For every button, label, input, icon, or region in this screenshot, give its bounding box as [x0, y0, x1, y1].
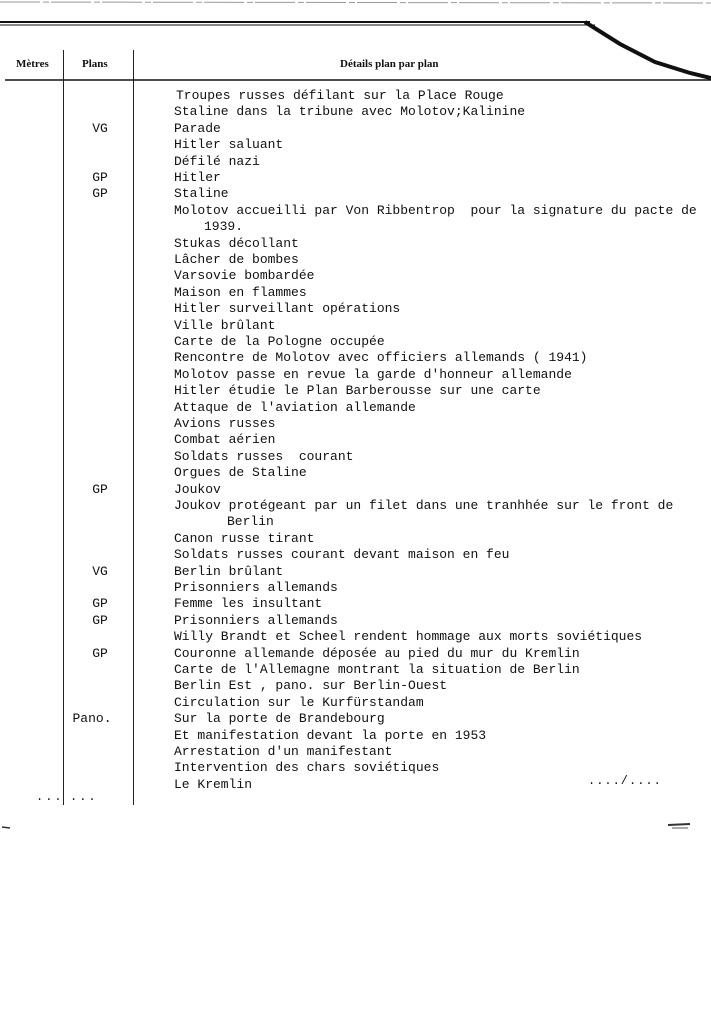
- header-metres: Mètres: [16, 58, 49, 70]
- shot-detail: Arrestation d'un manifestant: [174, 744, 393, 759]
- shot-detail: Le Kremlin: [174, 777, 253, 792]
- shot-detail: Carte de la Pologne occupée: [174, 334, 385, 349]
- shot-detail: Carte de l'Allemagne montrant la situation de Berlin: [174, 662, 580, 677]
- shot-plan: GP: [92, 646, 108, 661]
- shot-detail: Soldats russes courant: [174, 449, 354, 464]
- shot-row: [0, 186, 711, 202]
- shot-detail: Sur la porte de Brandebourg: [174, 711, 385, 726]
- shot-row: [0, 695, 711, 711]
- shot-detail: Joukov protégeant par un filet dans une tranhhée sur le front de: [174, 498, 674, 513]
- shot-detail-continuation: 1939.: [204, 219, 244, 234]
- shot-detail: Lâcher de bombes: [174, 252, 299, 267]
- shot-row: [0, 547, 711, 563]
- shot-row: [0, 236, 711, 252]
- shot-detail: Staline: [174, 186, 229, 201]
- continuation-marker: ..../....: [588, 774, 662, 788]
- shot-plan: GP: [92, 170, 108, 185]
- shot-detail: Rencontre de Molotov avec officiers allemands ( 1941): [174, 350, 588, 365]
- shot-detail: Molotov passe en revue la garde d'honneur allemande: [174, 367, 572, 382]
- shot-row: [0, 629, 711, 645]
- shot-detail: Orgues de Staline: [174, 465, 307, 480]
- shot-detail: Troupes russes défilant sur la Place Rouge: [176, 88, 504, 103]
- shot-detail: Joukov: [174, 482, 221, 497]
- shot-row: [0, 400, 711, 416]
- shot-row: [0, 662, 711, 678]
- shot-detail: Parade: [174, 121, 221, 136]
- shot-row: [0, 203, 711, 234]
- shot-row: [0, 121, 711, 137]
- shot-row: [0, 678, 711, 694]
- shot-plan: GP: [92, 186, 108, 201]
- shot-detail: Combat aérien: [174, 432, 276, 447]
- shot-plan: GP: [92, 613, 108, 628]
- shot-detail: Prisonniers allemands: [174, 580, 338, 595]
- shot-detail: Berlin brûlant: [174, 564, 284, 579]
- shot-detail: Willy Brandt et Scheel rendent hommage aux morts soviétiques: [174, 629, 643, 644]
- shot-row: [0, 416, 711, 432]
- shot-row: [0, 564, 711, 580]
- shot-detail: Berlin Est , pano. sur Berlin-Ouest: [174, 678, 448, 693]
- shot-detail: Circulation sur le Kurfürstandam: [174, 695, 424, 710]
- metres-column-dots: ...: [36, 790, 64, 804]
- shot-detail: Hitler étudie le Plan Barberousse sur une carte: [174, 383, 541, 398]
- shot-detail: Hitler surveillant opérations: [174, 301, 401, 316]
- shot-row: [0, 350, 711, 366]
- shot-row: [0, 252, 711, 268]
- shot-row: [0, 154, 711, 170]
- shot-detail: Canon russe tirant: [174, 531, 315, 546]
- shot-plan: VG: [92, 121, 108, 136]
- shot-detail: Maison en flammes: [174, 285, 307, 300]
- shot-detail: Intervention des chars soviétiques: [174, 760, 440, 775]
- header-details: Détails plan par plan: [340, 58, 439, 70]
- plans-column-dots: ...: [70, 790, 98, 804]
- shot-row: [0, 137, 711, 153]
- shot-detail: Défilé nazi: [174, 154, 260, 169]
- shot-plan: GP: [92, 596, 108, 611]
- shot-detail: Soldats russes courant devant maison en feu: [174, 547, 510, 562]
- shot-row: [0, 268, 711, 284]
- shot-row: [0, 104, 711, 120]
- shot-detail: Molotov accueilli par Von Ribbentrop pour la signature du pacte de: [174, 203, 697, 218]
- shot-detail-continuation: Berlin: [227, 514, 274, 529]
- shot-row: [0, 367, 711, 383]
- shot-row: [0, 88, 711, 104]
- bottom-scan-marks: [0, 815, 711, 855]
- header-plans: Plans: [82, 58, 108, 70]
- shot-row: [0, 613, 711, 629]
- shot-row: [0, 744, 711, 760]
- shot-row: [0, 318, 711, 334]
- shot-detail: Ville brûlant: [174, 318, 276, 333]
- shot-row: [0, 728, 711, 744]
- shot-detail: Prisonniers allemands: [174, 613, 338, 628]
- shot-detail: Stukas décollant: [174, 236, 299, 251]
- shot-row: [0, 465, 711, 481]
- shot-row: [0, 285, 711, 301]
- shot-detail: Hitler saluant: [174, 137, 284, 152]
- shot-row: [0, 383, 711, 399]
- shot-row: [0, 596, 711, 612]
- shot-detail: Hitler: [174, 170, 221, 185]
- shot-row: [0, 301, 711, 317]
- shot-plan: GP: [92, 482, 108, 497]
- shot-detail: Staline dans la tribune avec Molotov;Kalinine: [174, 104, 526, 119]
- shot-row: [0, 170, 711, 186]
- shot-detail: Femme les insultant: [174, 596, 323, 611]
- top-border-lines: [0, 0, 711, 90]
- shot-plan: VG: [92, 564, 108, 579]
- shot-row: [0, 334, 711, 350]
- shot-row: [0, 531, 711, 547]
- shot-row: [0, 432, 711, 448]
- shot-row: [0, 498, 711, 529]
- shot-detail: Et manifestation devant la porte en 1953: [174, 728, 487, 743]
- shot-detail: Avions russes: [174, 416, 276, 431]
- shot-detail: Varsovie bombardée: [174, 268, 315, 283]
- shot-detail: Attaque de l'aviation allemande: [174, 400, 416, 415]
- shot-detail: Couronne allemande déposée au pied du mur du Kremlin: [174, 646, 580, 661]
- shot-row: [0, 482, 711, 498]
- shot-plan: Pano.: [72, 711, 112, 726]
- shot-row: [0, 711, 711, 727]
- shot-row: [0, 449, 711, 465]
- shot-row: [0, 646, 711, 662]
- shot-row: [0, 580, 711, 596]
